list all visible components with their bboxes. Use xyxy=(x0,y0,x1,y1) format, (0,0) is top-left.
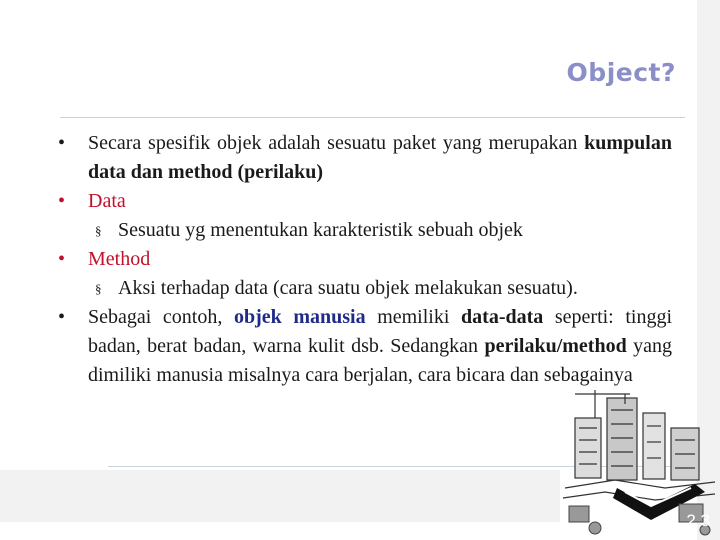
bullet-definition xyxy=(58,129,672,187)
example-emphasis-data: data-data xyxy=(461,306,544,328)
example-text-2: memiliki xyxy=(365,306,462,328)
example-text-1: Sebagai contoh, xyxy=(88,306,234,328)
method-heading: Method xyxy=(88,248,151,270)
bullet-marker: • xyxy=(58,306,66,328)
example-text-3: seperti: tinggi badan, berat badan, warna kulit dsb. Sedangkan xyxy=(88,306,673,357)
example-text-4: yang dimiliki manusia misalnya cara berjalan, cara bicara dan sebagainya xyxy=(88,335,672,386)
sub-bullet-data xyxy=(58,216,672,245)
example-emphasis-object: objek manusia xyxy=(233,306,366,328)
method-description: Aksi terhadap data (cara suatu objek melakukan sesuatu). xyxy=(118,277,578,299)
title-divider xyxy=(60,117,685,118)
definition-emphasis: kumpulan data dan method (perilaku) xyxy=(88,132,672,183)
page-number: 2 3 xyxy=(686,511,710,530)
data-heading: Data xyxy=(88,190,126,212)
sub-bullet-marker: § xyxy=(95,223,102,238)
slide-title: Object? xyxy=(566,58,676,87)
sub-bullet-marker: § xyxy=(95,281,102,296)
definition-text: Secara spesifik objek adalah sesuatu paket yang merupakan xyxy=(88,132,585,154)
bullet-marker: • xyxy=(58,248,66,270)
bullet-data xyxy=(58,187,672,216)
sub-bullet-method xyxy=(58,274,672,303)
bullet-marker: • xyxy=(58,132,66,154)
example-emphasis-method: perilaku/method xyxy=(484,335,627,357)
data-description: Sesuatu yg menentukan karakteristik sebuah objek xyxy=(118,219,523,241)
bottom-band xyxy=(0,470,560,522)
bullet-method xyxy=(58,245,672,274)
bullet-example xyxy=(58,303,672,390)
bullet-marker: • xyxy=(58,190,66,212)
slide-body xyxy=(58,129,672,390)
